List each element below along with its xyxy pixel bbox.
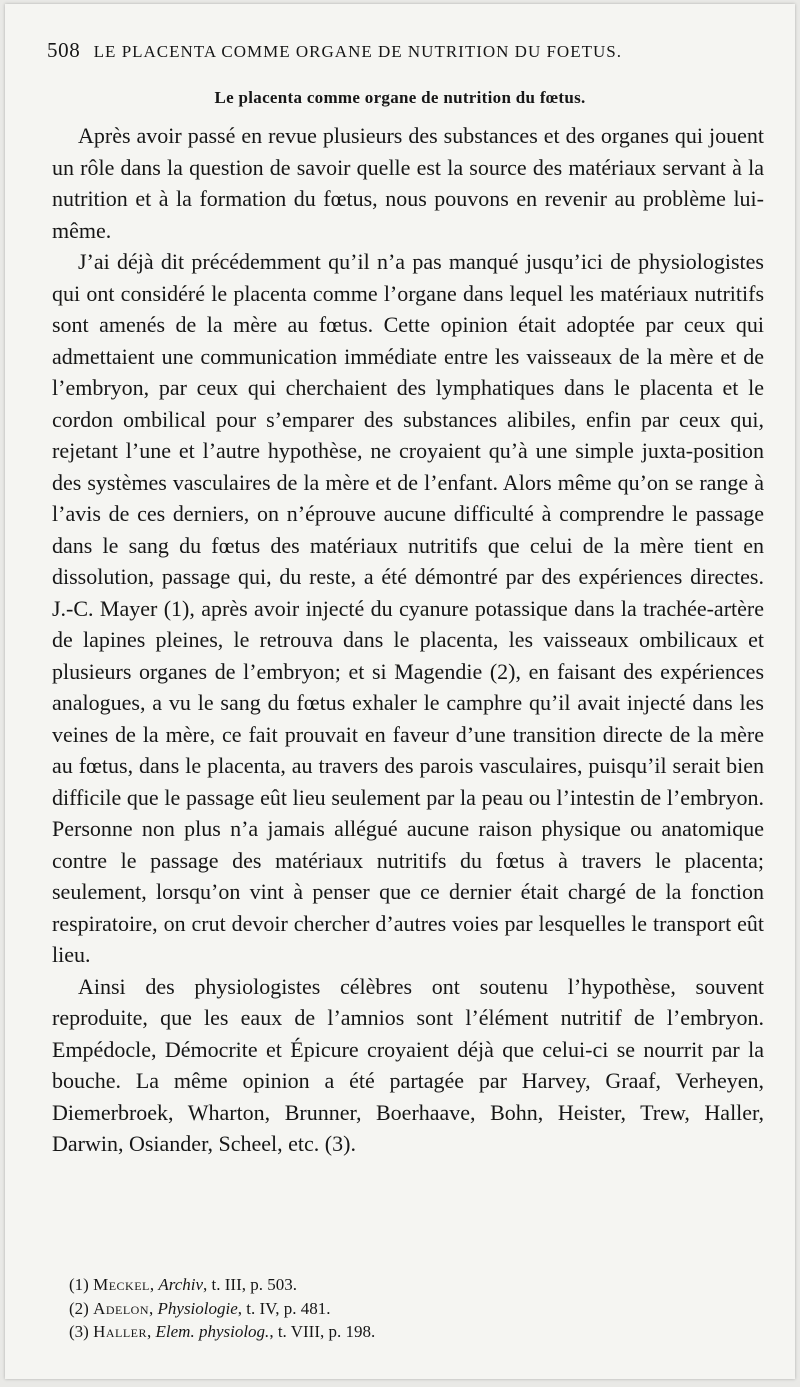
footnote-work: Archiv (158, 1275, 204, 1294)
body-text (52, 120, 764, 1160)
footnote: (1) Meckel, Archiv, t. III, p. 503. (69, 1275, 298, 1294)
footnotes (69, 1273, 759, 1344)
paragraph: Après avoir passé en revue plusieurs des substances et des organes qui jouent un rôle dans la question de savoir quelle est la source des matériaux servant à la nutrition et à la formation du fœtus, nous pouvons en revenir au problème lui-même. (52, 123, 764, 243)
footnote-ref: , t. VIII, p. 198. (269, 1322, 376, 1341)
footnote: (2) Adelon, Physiologie, t. IV, p. 481. (69, 1298, 331, 1318)
footnote-ref: , t. III, p. 503. (203, 1275, 298, 1294)
paragraph: J’ai déjà dit précédemment qu’il n’a pas manqué jusqu’ici de physiologistes qui ont considéré le placenta comme l’organe dans lequel les matériaux nutritifs sont amenés de la mère au fœtus. Cette opinion était adoptée par ceux qui admettaient une communication immédiate entre les vaisseaux de la mère et de l’embryon, par ceux qui cherchaient des lymphatiques dans le placenta et le cordon ombilical pour s’emparer des substances alibiles, enfin par ceux qui, rejetant l’une et l’autre hypothèse, ne croyaient qu’à une simple juxta-position des systèmes vasculaires de la mère et de l’enfant. Alors même qu’on se range à l’avis de ces derniers, on n’éprouve aucune difficulté à comprendre le passage dans le sang du fœtus des matériaux nutritifs que celui de la mère tient en dissolution, passage qui, du reste, a été démontré par des expériences directes. J.-C. Mayer (1), après avoir injecté du cyanure potassique dans la trachée-artère de lapines pleines, le retrouva dans le placenta, les vaisseaux ombilicaux et plusieurs organes de l’embryon; et si Magendie (2), en faisant des expériences analogues, a vu le sang du fœtus exhaler le camphre qu’il avait injecté dans les veines de la mère, ce fait prouvait en faveur d’une transition directe de la mère au fœtus, dans le placenta, au travers des parois vasculaires, puisqu’il serait bien difficile que le passage eût lieu seulement par la peau ou l’intestin de l’embryon. Personne non plus n’a jamais allégué aucune raison physique ou anatomique contre le passage des matériaux nutritifs du fœtus à travers le placenta; seulement, lorsqu’on vint à penser que ce dernier était chargé de la fonction respiratoire, on crut devoir chercher d’autres voies par lesquelles le transport eût lieu. (52, 249, 764, 967)
footnote: (3) Haller, Elem. physiolog., t. VIII, p. 198. (69, 1322, 376, 1341)
footnote-work: Physiologie (157, 1298, 238, 1318)
footnote-mark: (1) (69, 1275, 89, 1294)
footnote-author: Meckel (93, 1275, 150, 1294)
footnote-ref: , t. IV, p. 481. (237, 1298, 331, 1318)
section-title: Le placenta comme organe de nutrition du fœtus. (214, 88, 586, 107)
footnote-author: Adelon (93, 1298, 150, 1318)
page-number: 508 (47, 38, 81, 62)
book-page (5, 4, 795, 1379)
footnote-author: Haller (93, 1322, 148, 1341)
footnote-work: Elem. physiolog. (155, 1322, 270, 1341)
running-header (47, 38, 752, 63)
footnote-mark: (2) (69, 1298, 89, 1318)
footnote-mark: (3) (69, 1322, 89, 1341)
paragraph: Ainsi des physiologistes célèbres ont soutenu l’hypothèse, souvent reproduite, que les eaux de l’amnios sont l’élément nutritif de l’embryon. Empédocle, Démocrite et Épicure croyaient déjà que celui-ci se nourrit par la bouche. La même opinion a été partagée par Harvey, Graaf, Verheyen, Diemerbroek, Wharton, Brunner, Boerhaave, Bohn, Heister, Trew, Haller, Darwin, Osiander, Scheel, etc. (3). (52, 973, 764, 1156)
running-title: LE PLACENTA COMME ORGANE DE NUTRITION DU FOETUS. (93, 42, 622, 61)
